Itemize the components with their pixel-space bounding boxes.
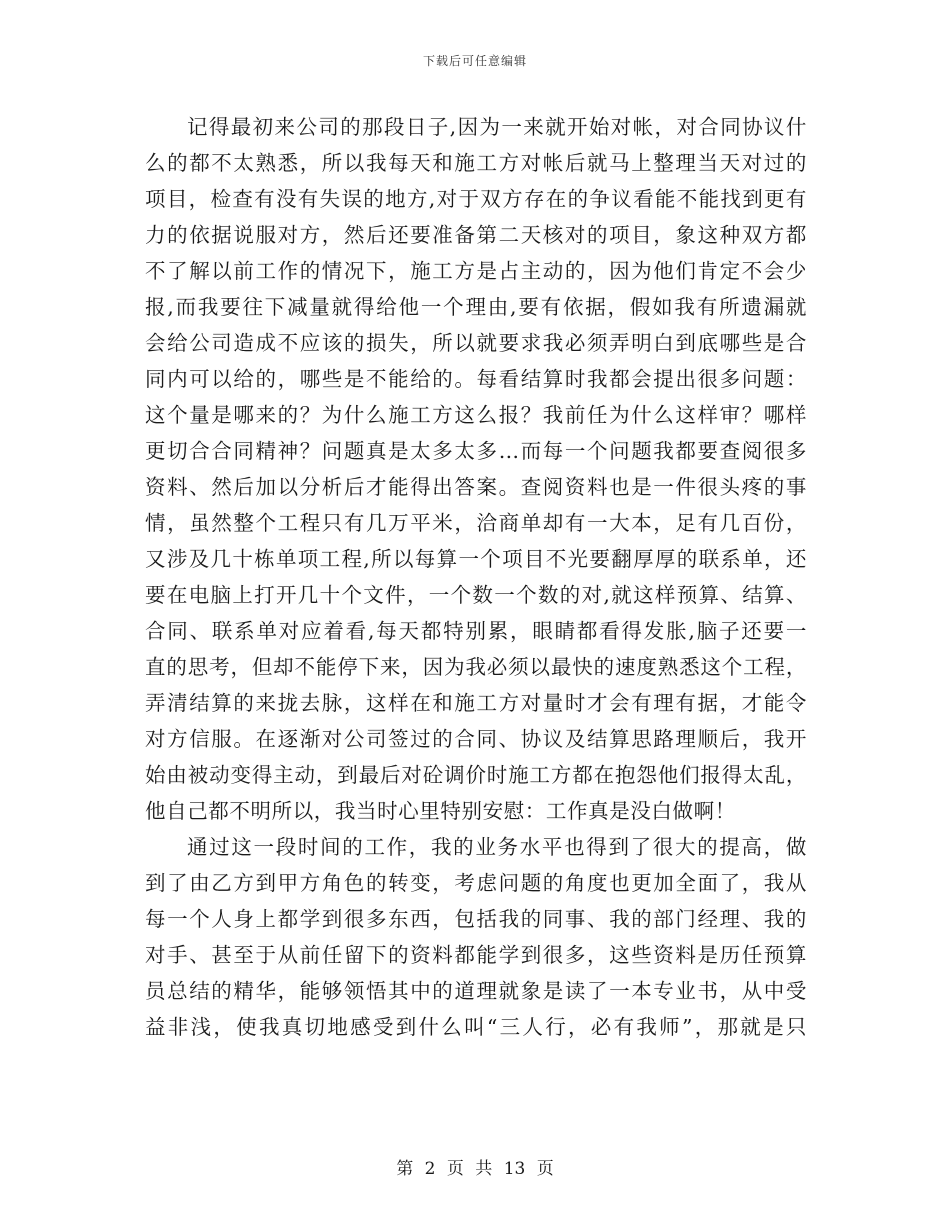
current-page-number: 2 — [424, 1159, 436, 1179]
text-line: 要在电脑上打开几十个文件，一个数一个数的对,就这样预算、结算、 — [145, 583, 807, 607]
text-line: 每一个人身上都学到很多东西，包括我的同事、我的部门经理、我的 — [145, 907, 807, 931]
text-line: 始由被动变得主动，到最后对砼调价时施工方都在抱怨他们报得太乱， — [145, 763, 807, 787]
text-line: 又涉及几十栋单项工程,所以每算一个项目不光要翻厚厚的联系单，还 — [145, 547, 807, 571]
text-line: 这个量是哪来的？为什么施工方这么报？我前任为什么这样审？哪样 — [145, 403, 807, 427]
text-line: 项目，检查有没有失误的地方,对于双方存在的争议看能不能找到更有 — [145, 187, 807, 211]
total-page-number: 13 — [503, 1159, 526, 1179]
text-line: 合同、联系单对应着看,每天都特别累，眼睛都看得发胀,脑子还要一 — [145, 619, 807, 643]
text-line: 他自己都不明所以，我当时心里特别安慰：工作真是没白做啊！ — [145, 799, 736, 823]
text-line: 弄清结算的来拢去脉，这样在和施工方对量时才会有理有据，才能令 — [145, 691, 807, 715]
text-line: 对方信服。在逐渐对公司签过的合同、协议及结算思路理顺后，我开 — [145, 727, 807, 751]
text-line: 直的思考，但却不能停下来，因为我必须以最快的速度熟悉这个工程， — [145, 655, 807, 679]
text-line: 员总结的精华，能够领悟其中的道理就象是读了一本专业书，从中受 — [145, 979, 807, 1003]
paragraph — [145, 829, 807, 1045]
footer-label-gong: 共 — [475, 1159, 493, 1179]
text-line: 么的都不太熟悉，所以我每天和施工方对帐后就马上整理当天对过的 — [145, 151, 807, 175]
text-line: 更切合合同精神？问题真是太多太多…而每一个问题我都要查阅很多 — [145, 439, 807, 463]
footer-label-di: 第 — [396, 1159, 414, 1179]
text-line: 对手、甚至于从前任留下的资料都能学到很多，这些资料是历任预算 — [145, 943, 807, 967]
text-line: 通过这一段时间的工作，我的业务水平也得到了很大的提高，做 — [187, 835, 807, 859]
text-line: 力的依据说服对方，然后还要准备第二天核对的项目，象这种双方都 — [145, 223, 807, 247]
text-line: 同内可以给的，哪些是不能给的。每看结算时我都会提出很多问题： — [145, 367, 807, 391]
text-line: 记得最初来公司的那段日子,因为一来就开始对帐，对合同协议什 — [187, 115, 807, 139]
text-line: 资料、然后加以分析后才能得出答案。查阅资料也是一件很头疼的事 — [145, 475, 807, 499]
footer-label-ye: 页 — [536, 1159, 554, 1179]
text-line: 不了解以前工作的情况下，施工方是占主动的，因为他们肯定不会少 — [145, 259, 807, 283]
text-line: 到了由乙方到甲方角色的转变，考虑问题的角度也更加全面了，我从 — [145, 871, 807, 895]
footer-label-ye: 页 — [446, 1159, 464, 1179]
text-line: 报,而我要往下减量就得给他一个理由,要有依据，假如我有所遗漏就 — [145, 295, 807, 319]
text-line: 情，虽然整个工程只有几万平米，洽商单却有一大本，足有几百份， — [145, 511, 807, 535]
text-line: 益非浅，使我真切地感受到什么叫“三人行，必有我师”，那就是只 — [145, 1015, 807, 1039]
page-header: 下载后可任意编辑 — [422, 54, 527, 68]
document-body — [145, 109, 807, 1045]
paragraph — [145, 109, 807, 829]
text-line: 会给公司造成不应该的损失，所以就要求我必须弄明白到底哪些是合 — [145, 331, 807, 355]
page-footer — [0, 1154, 950, 1179]
